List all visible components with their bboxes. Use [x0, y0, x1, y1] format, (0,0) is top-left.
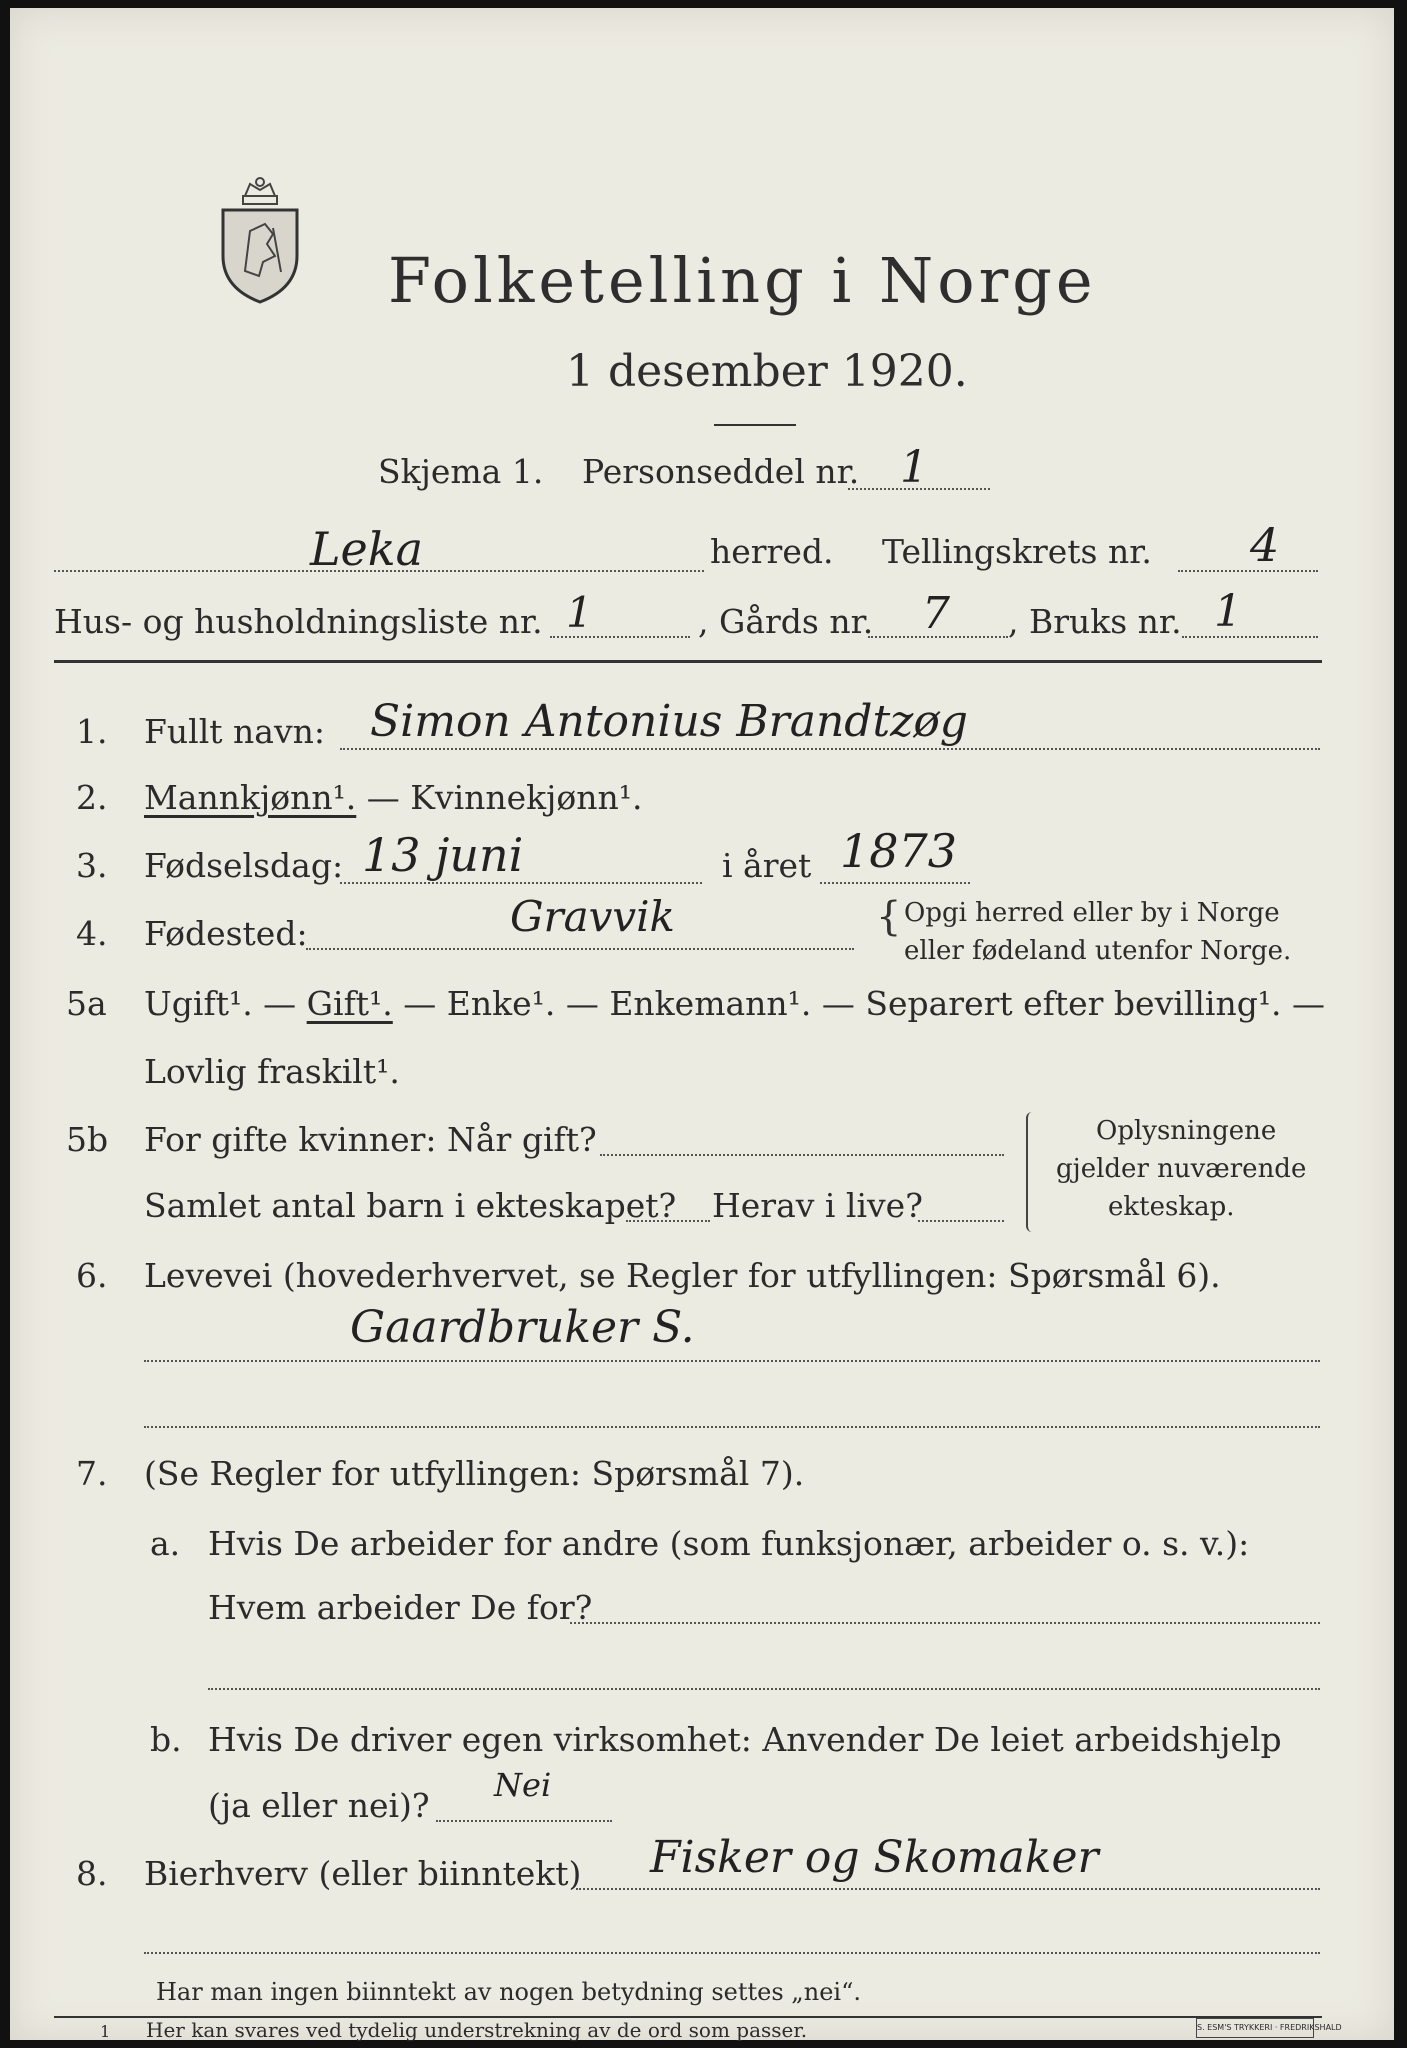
no-income-note: Har man ingen biinntekt av nogen betydning settes „nei“. — [156, 1978, 861, 2006]
title-divider — [714, 424, 796, 426]
occupation-field-line-1 — [144, 1360, 1320, 1362]
q5a-number: 5a — [66, 984, 107, 1023]
birth-year-label: i året — [722, 846, 812, 885]
q4-note-line1: Opgi herred eller by i Norge — [904, 898, 1280, 928]
hired-help-value[interactable]: Nei — [494, 1766, 552, 1804]
q8-number: 8. — [76, 1854, 108, 1893]
employer-field-line-1[interactable] — [570, 1622, 1320, 1624]
census-form-page — [10, 8, 1394, 2040]
marital-option-others[interactable]: — Enke¹. — Enkemann¹. — Separert efter bevilling¹. — — [392, 984, 1326, 1023]
q7b-letter: b. — [150, 1720, 182, 1759]
employer-field-line-2[interactable] — [208, 1688, 1320, 1690]
marital-status-options — [144, 984, 1325, 1023]
q6-label: Levevei (hovederhvervet, se Regler for utfyllingen: Spørsmål 6). — [144, 1256, 1221, 1295]
census-date: 1 desember 1920. — [566, 346, 968, 397]
herred-value[interactable]: Leka — [310, 522, 424, 576]
personseddel-value[interactable]: 1 — [900, 442, 928, 493]
sex-options — [144, 778, 643, 817]
q8-label: Bierhverv (eller biinntekt) — [144, 1854, 582, 1893]
printer-stamp: S. ESM'S TRYKKERI · FREDRIKSHALD — [1196, 2018, 1314, 2038]
birth-year-field-line — [820, 882, 970, 884]
q5b-married-label: For gifte kvinner: Når gift? — [144, 1120, 597, 1159]
q7a-letter: a. — [150, 1524, 181, 1563]
birthplace-field-line — [306, 948, 854, 950]
q7a-employer-label: Hvem arbeider De for? — [208, 1588, 593, 1627]
personseddel-label: Personseddel nr. — [582, 452, 860, 491]
footnote-number: 1 — [100, 2022, 111, 2041]
q6-number: 6. — [76, 1256, 108, 1295]
birthday-value[interactable]: 13 juni — [362, 828, 524, 882]
q5b-alive-label: Herav i live? — [712, 1186, 923, 1225]
q3-label: Fødselsdag: — [144, 846, 344, 885]
q7-label: (Se Regler for utfyllingen: Spørsmål 7). — [144, 1454, 805, 1493]
bruks-label: , Bruks nr. — [1008, 602, 1182, 641]
q3-number: 3. — [76, 846, 108, 885]
sex-separator: — — [356, 778, 411, 817]
q5b-number: 5b — [66, 1120, 109, 1159]
birthplace-value[interactable]: Gravvik — [510, 892, 676, 941]
q7b-question: Hvis De driver egen virksomhet: Anvender De leiet arbeidshjelp — [208, 1720, 1282, 1759]
side-income-field-line-2[interactable] — [144, 1952, 1320, 1954]
header-separator — [54, 660, 1322, 663]
bruks-field-line — [1182, 636, 1318, 638]
marital-option-gift[interactable]: Gift¹. — [306, 984, 393, 1023]
q2-number: 2. — [76, 778, 108, 817]
q5b-note-line3: ekteskap. — [1108, 1192, 1235, 1222]
marital-option-ugift[interactable]: Ugift¹. — [144, 984, 253, 1023]
tellingskrets-label: Tellingskrets nr. — [882, 532, 1152, 571]
coat-of-arms-icon — [215, 176, 305, 306]
occupation-value[interactable]: Gaardbruker S. — [350, 1302, 695, 1353]
q1-number: 1. — [76, 712, 108, 751]
bruks-value[interactable]: 1 — [1214, 586, 1242, 637]
marital-option-fraskilt[interactable]: Lovlig fraskilt¹. — [144, 1052, 400, 1091]
form-title: Folketelling i Norge — [388, 244, 1097, 317]
sex-option-male[interactable]: Mannkjønn¹. — [144, 778, 357, 817]
q4-note-line2: eller fødeland utenfor Norge. — [904, 936, 1292, 966]
sex-option-female[interactable]: Kvinnekjønn¹. — [410, 778, 643, 817]
q4-brace: { — [876, 894, 902, 940]
q7-number: 7. — [76, 1454, 108, 1493]
full-name-value[interactable]: Simon Antonius Brandtzøg — [370, 696, 968, 747]
husliste-value[interactable]: 1 — [566, 588, 593, 637]
tellingskrets-field-line — [1178, 570, 1318, 572]
q4-label: Fødested: — [144, 914, 308, 953]
children-alive-field-line[interactable] — [918, 1220, 1004, 1222]
q4-number: 4. — [76, 914, 108, 953]
hired-help-field-line — [436, 1820, 612, 1822]
schema-label: Skjema 1. — [378, 452, 544, 491]
q5b-note-line2: gjelder nuværende — [1056, 1154, 1307, 1184]
q5b-children-label: Samlet antal barn i ekteskapet? — [144, 1186, 677, 1225]
footnote-text: Her kan svares ved tydelig understrekning av de ord som passer. — [146, 2018, 808, 2042]
side-income-value[interactable]: Fisker og Skomaker — [650, 1832, 1099, 1883]
birthday-field-line — [340, 882, 702, 884]
tellingskrets-value[interactable]: 4 — [1250, 518, 1280, 572]
q5b-note-line1: Oplysningene — [1096, 1116, 1277, 1146]
q5b-bracket — [1026, 1112, 1032, 1232]
side-income-field-line — [576, 1888, 1320, 1890]
husliste-label: Hus- og husholdningsliste nr. — [54, 602, 543, 641]
gards-value[interactable]: 7 — [922, 588, 950, 639]
q1-label: Fullt navn: — [144, 712, 325, 751]
married-date-field-line[interactable] — [600, 1154, 1004, 1156]
q7b-yes-no-label: (ja eller nei)? — [208, 1786, 430, 1825]
q1-field-line — [340, 748, 1320, 750]
birth-year-value[interactable]: 1873 — [840, 824, 958, 878]
occupation-field-line-2[interactable] — [144, 1426, 1320, 1428]
gards-label: , Gårds nr. — [698, 602, 874, 641]
marital-separator: — — [252, 984, 307, 1023]
q7a-question: Hvis De arbeider for andre (som funksjonær, arbeider o. s. v.): — [208, 1524, 1250, 1563]
children-count-field-line[interactable] — [626, 1220, 710, 1222]
herred-label: herred. — [710, 532, 834, 571]
